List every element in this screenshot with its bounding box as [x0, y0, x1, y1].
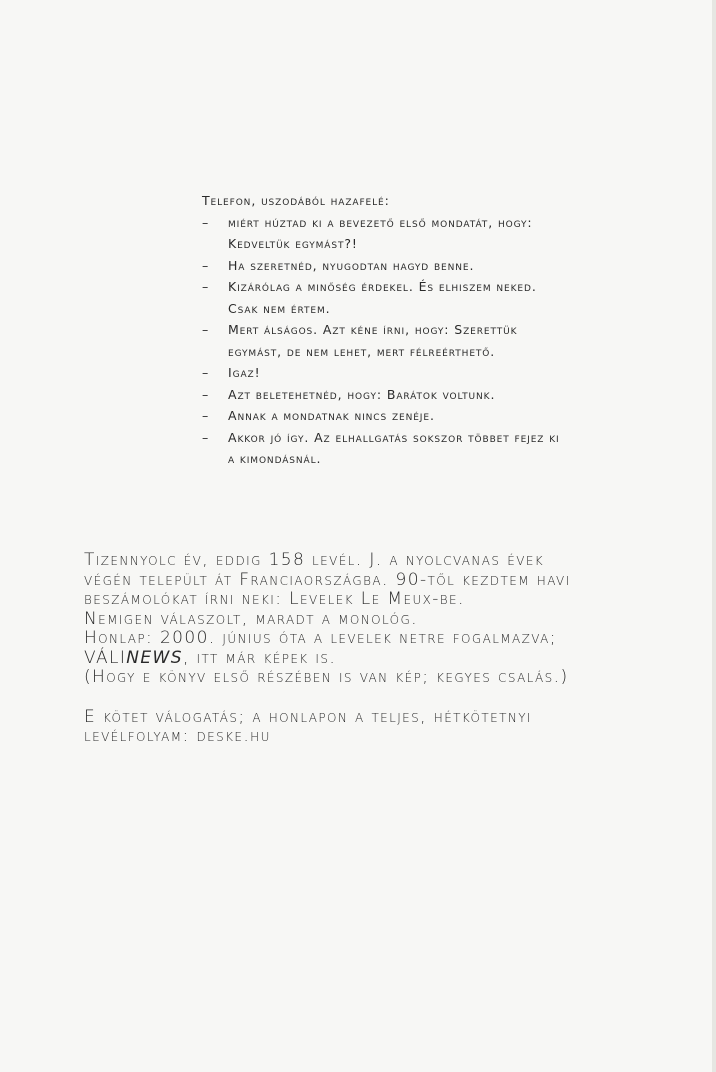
prose-line: Tizennyolc év, eddig 158 levél. J. a nyolcvanas évek — [84, 550, 545, 570]
dash: – — [202, 279, 210, 294]
prose-line: levélfolyam: deske.hu — [84, 726, 271, 746]
poem-line — [202, 448, 662, 470]
poem-line — [202, 405, 662, 427]
poem-line-text: Akkor jó így. Az elhallgatás sokszor többet fejez ki — [228, 429, 560, 445]
poem-line-text: a kimondásnál. — [228, 451, 322, 466]
prose-line: Honlap: 2000. június óta a levelek netre fogalmazva; — [84, 628, 557, 648]
poem-line-text: Mert álságos. Azt kéne írni, hogy: Szerettük — [228, 322, 518, 337]
dash: – — [202, 429, 210, 445]
poem-line-text: Igaz! — [228, 365, 261, 380]
poem-line — [202, 384, 662, 406]
poem-line — [202, 298, 662, 320]
poem-line — [202, 255, 662, 277]
poem-line-text: miért húztad ki a bevezető első mondatát, hogy: — [228, 214, 533, 230]
dash: – — [202, 386, 210, 402]
prose-line: beszámolókat írni neki: Levelek Le Meux-be. — [84, 589, 465, 609]
dash: – — [202, 257, 210, 273]
paragraph-gap — [84, 688, 694, 708]
poem-line — [202, 341, 662, 363]
dialogue-poem — [202, 190, 662, 470]
dash: – — [202, 322, 210, 337]
prose-block — [84, 551, 694, 747]
prose-line: (Hogy e könyv első részében is van kép; kegyes csalás.) — [84, 667, 569, 687]
page-edge — [712, 0, 716, 1072]
poem-line-text: Annak a mondatnak nincs zenéje. — [228, 408, 435, 423]
poem-line — [202, 362, 662, 384]
poem-line-text: egymást, de nem lehet, mert félreérthető. — [228, 343, 496, 359]
prose-line: E kötet válogatás; a honlapon a teljes, hétkötetnyi — [84, 706, 532, 727]
valinews-line — [84, 649, 694, 669]
prose-line: Nemigen válaszolt, maradt a monológ. — [84, 608, 418, 629]
dash: – — [202, 408, 210, 423]
poem-line — [202, 212, 662, 234]
poem-line-text: Azt beletehetnéd, hogy: Barátok voltunk. — [228, 386, 496, 402]
dash: – — [202, 214, 210, 230]
poem-line-text: Kizárólag a minőség érdekel. És elhiszem neked. — [228, 279, 537, 294]
poem-line-text: Ha szeretnéd, nyugodtan hagyd benne. — [228, 257, 475, 273]
poem-line — [202, 427, 662, 449]
poem-line — [202, 276, 662, 298]
prose-line: végén települt át Franciaországba. 90-től kezdtem havi — [84, 569, 571, 590]
poem-line — [202, 233, 662, 255]
valinews-italic: NEWS — [126, 647, 183, 668]
dash: – — [202, 365, 210, 380]
poem-line — [202, 319, 662, 341]
poem-line-text: Kedveltük egymást?! — [228, 236, 358, 251]
poem-heading: Telefon, uszodából hazafelé: — [202, 193, 390, 208]
valinews-prefix: VÁLI — [84, 647, 127, 668]
valinews-suffix: , itt már képek is. — [182, 647, 337, 668]
poem-line-text: Csak nem értem. — [228, 300, 331, 316]
